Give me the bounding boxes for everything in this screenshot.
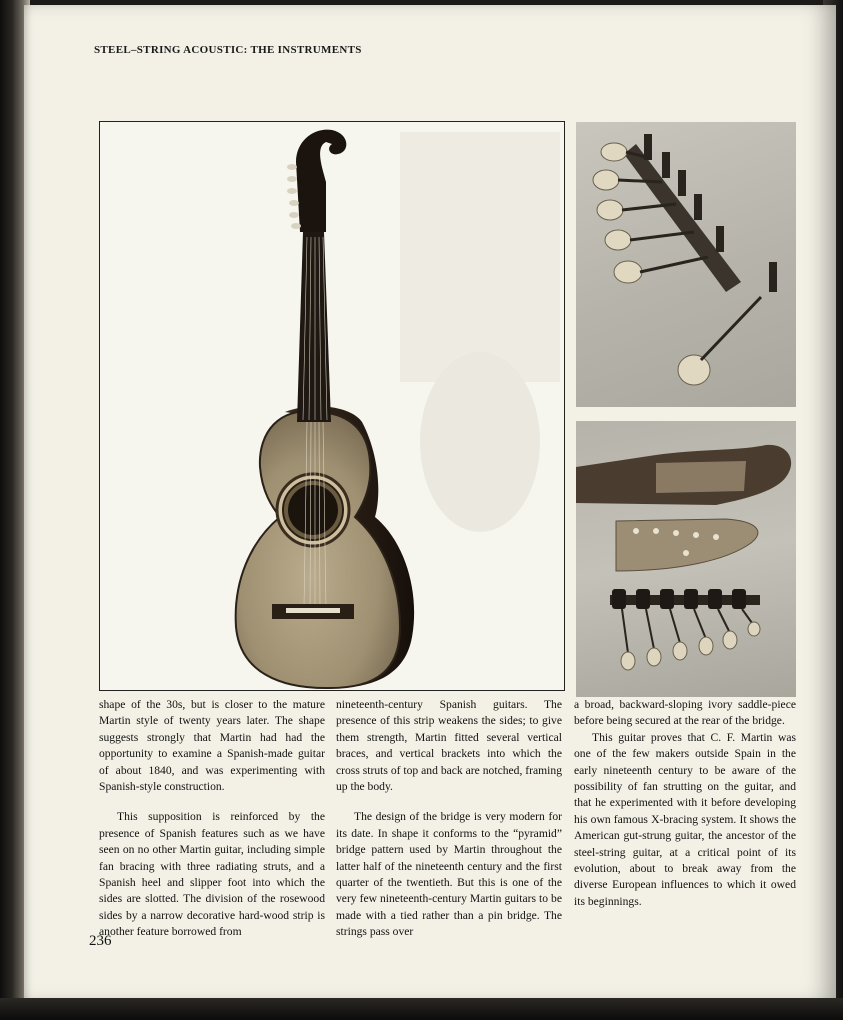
page-bottom-edge (0, 998, 843, 1020)
text-column-3 (574, 697, 796, 910)
paragraph: a broad, backward-sloping ivory saddle-piece before being secured at the rear of the bridge. (574, 698, 796, 728)
page-number: 236 (89, 933, 112, 949)
guitar-illustration (100, 122, 564, 690)
text-column-2 (336, 697, 562, 941)
tuner-photo (576, 122, 796, 407)
guitar-photo (99, 121, 565, 691)
headstock-parts-illustration (576, 421, 796, 697)
book-page (24, 5, 836, 1000)
paragraph: shape of the 30s, but is closer to the mature Martin style of twenty years later. The shape suggests strongly that Martin had had the opportunity to examine a Spanish-made guitar of about 1840, and was experimenting with Spanish-style construction. (99, 698, 325, 794)
paragraph: This supposition is reinforced by the presence of Spanish features such as we have seen on no other Martin guitar, including simple fan bracing with three radiating struts, and a Spanish heel and slipper foot into which the sides are slotted. The division of the rosewood sides by a narrow decorative hard-wood strip is another feature borrowed from (99, 810, 325, 939)
paragraph: This guitar proves that C. F. Martin was one of the few makers outside Spain in the early nineteenth century to be aware of the possibility of fan strutting on the guitar, and that he experimented with it before developing his own famous X-bracing system. It shows the American gut-strung guitar, the ancestor of the steel-string guitar, at a critical point of its evolution, about to break away from the diverse European influences to which it owed its beginnings. (574, 730, 796, 908)
text-column-1 (99, 697, 325, 941)
tuning-machine-illustration (576, 122, 796, 407)
paragraph: The design of the bridge is very modern for its date. In shape it conforms to the “pyramid” bridge pattern used by Martin throughout the latter half of the nineteenth century and the first quarter of the twentieth. But this is one of the very few nineteenth-century Martin guitars to be made with a tied rather than a pin bridge. The strings pass over (336, 810, 562, 939)
headstock-parts-photo (576, 421, 796, 697)
paragraph: nineteenth-century Spanish guitars. The presence of this strip weakens the sides; to give them strength, Martin fitted several vertical braces, and vertical brackets into which the cross struts of top and back are notched, framing up the body. (336, 698, 562, 794)
running-head: STEEL–STRING ACOUSTIC: THE INSTRUMENTS (94, 44, 362, 56)
